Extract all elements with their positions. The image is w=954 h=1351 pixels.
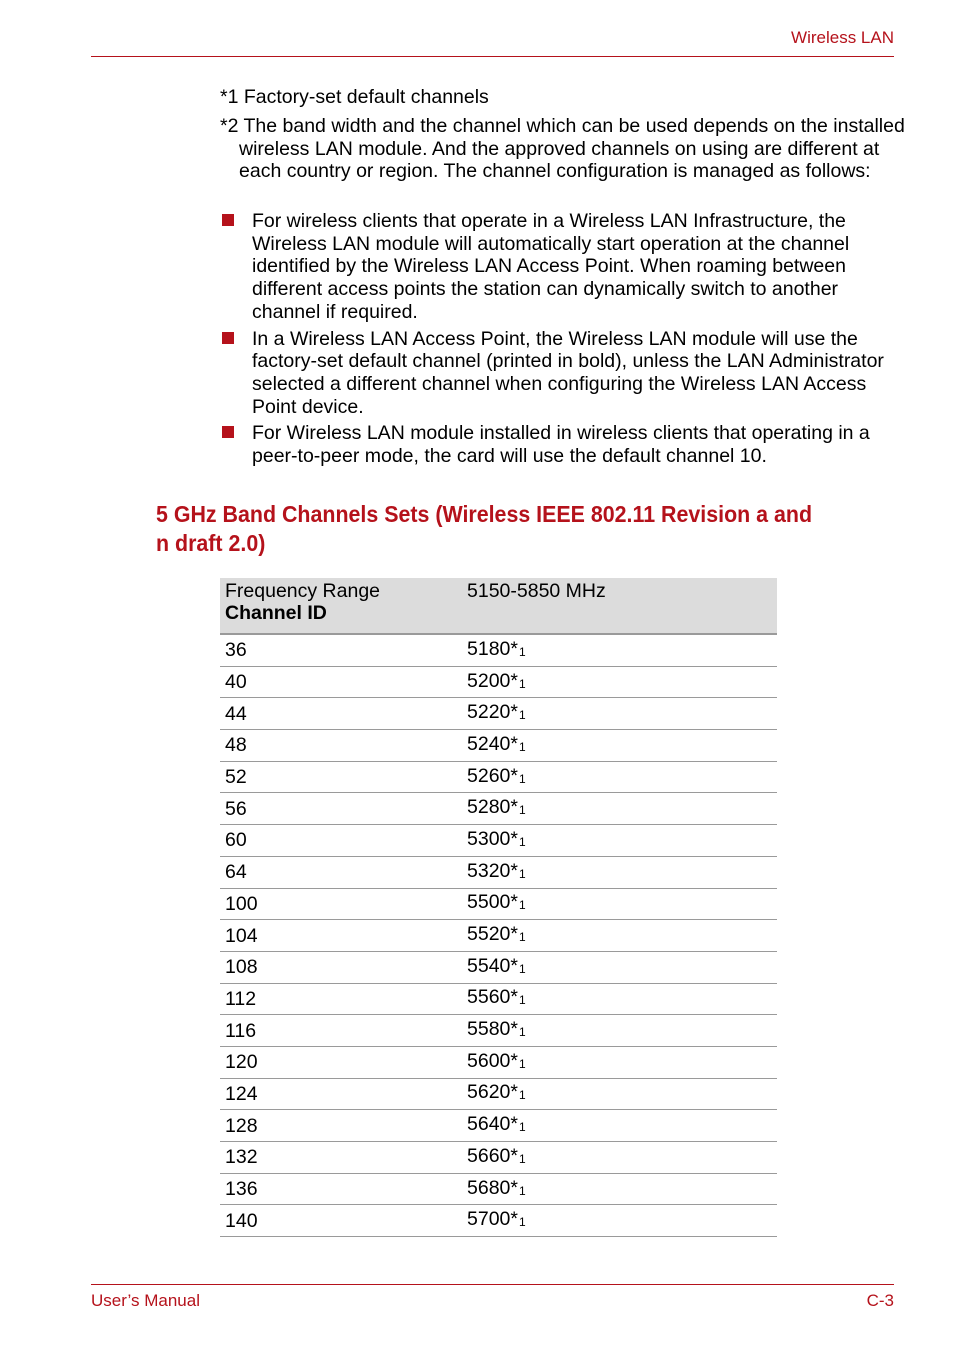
frequency-value: 5640* <box>467 1113 518 1136</box>
table-row <box>220 1015 777 1047</box>
footnote-2: *2 The band width and the channel which can be used depends on the installed wireless LAN module. And the approved channels on using are different at each country or region. The channel configuration is managed as follows: <box>220 115 905 183</box>
frequency-value: 5700* <box>467 1208 518 1231</box>
channel-id-cell: 104 <box>220 920 462 952</box>
channel-id-cell: 112 <box>220 983 462 1015</box>
frequency-value: 5600* <box>467 1049 518 1072</box>
bullet-text: For Wireless LAN module installed in wireless clients that operating in a peer-to-peer mode, the card will use the default channel 10. <box>252 422 870 468</box>
table-row <box>220 698 777 730</box>
table-row <box>220 761 777 793</box>
frequency-value: 5580* <box>467 1018 518 1041</box>
footnote-marker: 1 <box>518 1056 526 1071</box>
frequency-value: 5680* <box>467 1176 518 1199</box>
frequency-cell <box>462 1110 777 1142</box>
table-row <box>220 793 777 825</box>
channel-id-cell: 136 <box>220 1173 462 1205</box>
frequency-cell <box>462 730 777 762</box>
square-bullet-icon <box>222 426 234 438</box>
frequency-value: 5540* <box>467 954 518 977</box>
square-bullet-icon <box>222 214 234 226</box>
channel-id-cell: 44 <box>220 698 462 730</box>
table-row <box>220 983 777 1015</box>
footnote-1: *1 Factory-set default channels <box>220 86 489 108</box>
bullet-text: For wireless clients that operate in a Wireless LAN Infrastructure, the Wireless LAN module will automatically start operation at the channel identified by the Wireless LAN Access Point. When roaming between different access points the station can dynamically switch to another channel if required. <box>252 210 850 323</box>
bullet-item <box>220 328 900 419</box>
frequency-value: 5520* <box>467 923 518 946</box>
channel-id-cell: 56 <box>220 793 462 825</box>
frequency-cell <box>462 1046 777 1078</box>
footer-manual-title: User’s Manual <box>91 1291 200 1310</box>
table-row <box>220 666 777 698</box>
table-row <box>220 1173 777 1205</box>
frequency-cell <box>462 825 777 857</box>
footnote-marker: 1 <box>518 1088 526 1103</box>
footnote-marker: 1 <box>518 1120 526 1135</box>
table-row <box>220 1078 777 1110</box>
channel-id-cell: 40 <box>220 666 462 698</box>
channel-id-cell: 48 <box>220 730 462 762</box>
frequency-value: 5280* <box>467 796 518 819</box>
footnote-marker: 1 <box>518 930 526 945</box>
bullet-item <box>220 422 900 467</box>
table-row <box>220 730 777 762</box>
frequency-cell <box>462 761 777 793</box>
frequency-value: 5180* <box>467 637 518 660</box>
frequency-cell <box>462 1142 777 1174</box>
footnote-marker: 1 <box>518 739 526 754</box>
channel-id-cell: 124 <box>220 1078 462 1110</box>
frequency-value: 5220* <box>467 701 518 724</box>
footer-rule <box>91 1284 894 1285</box>
channel-id-cell: 36 <box>220 634 462 666</box>
frequency-cell <box>462 698 777 730</box>
frequency-cell <box>462 920 777 952</box>
table-header-cell <box>462 578 777 634</box>
channel-id-cell: 60 <box>220 825 462 857</box>
table-row <box>220 920 777 952</box>
header-rule <box>91 56 894 57</box>
footnote-marker: 1 <box>518 1215 526 1230</box>
footnote-marker: 1 <box>518 676 526 691</box>
footnote-marker: 1 <box>518 803 526 818</box>
bullet-text: In a Wireless LAN Access Point, the Wireless LAN module will use the factory-set default channel (printed in bold), unless the LAN Administrator selected a different channel when configuring the Wireless LAN Access Point device. <box>252 327 884 418</box>
footnote-marker: 1 <box>518 898 526 913</box>
channel-id-cell: 108 <box>220 951 462 983</box>
frequency-value: 5560* <box>467 986 518 1009</box>
frequency-value: 5300* <box>467 827 518 850</box>
table-row <box>220 1110 777 1142</box>
footnote-marker: 1 <box>518 866 526 881</box>
frequency-cell <box>462 888 777 920</box>
frequency-cell <box>462 666 777 698</box>
channel-id-cell: 132 <box>220 1142 462 1174</box>
header-frequency-range: Frequency Range <box>225 580 381 602</box>
footnote-marker: 1 <box>518 1025 526 1040</box>
frequency-cell <box>462 1078 777 1110</box>
frequency-cell <box>462 856 777 888</box>
header-frequency-band: 5150-5850 MHz <box>467 580 606 602</box>
frequency-value: 5620* <box>467 1081 518 1104</box>
channel-id-cell: 140 <box>220 1205 462 1237</box>
footnote-marker: 1 <box>518 1151 526 1166</box>
table-header-cell <box>220 578 462 634</box>
table-header-row <box>220 578 777 634</box>
footnote-marker: 1 <box>518 961 526 976</box>
channel-id-cell: 100 <box>220 888 462 920</box>
bullet-item <box>220 210 900 324</box>
square-bullet-icon <box>222 332 234 344</box>
channel-table <box>220 578 777 1237</box>
footnote-marker: 1 <box>518 771 526 786</box>
running-title: Wireless LAN <box>791 28 894 47</box>
frequency-cell <box>462 793 777 825</box>
footnote-marker: 1 <box>518 993 526 1008</box>
table-row <box>220 888 777 920</box>
footnote-marker: 1 <box>518 644 526 659</box>
table-row <box>220 825 777 857</box>
frequency-value: 5660* <box>467 1144 518 1167</box>
channel-id-cell: 128 <box>220 1110 462 1142</box>
frequency-value: 5500* <box>467 891 518 914</box>
table-row <box>220 1046 777 1078</box>
table-row <box>220 1142 777 1174</box>
frequency-value: 5240* <box>467 732 518 755</box>
channel-id-cell: 120 <box>220 1046 462 1078</box>
frequency-value: 5320* <box>467 859 518 882</box>
table-row <box>220 856 777 888</box>
frequency-cell <box>462 1205 777 1237</box>
footnote-marker: 1 <box>518 708 526 723</box>
frequency-cell <box>462 634 777 666</box>
frequency-cell <box>462 1015 777 1047</box>
channel-id-cell: 52 <box>220 761 462 793</box>
table-row <box>220 951 777 983</box>
table-row <box>220 1205 777 1237</box>
footnote-marker: 1 <box>518 1183 526 1198</box>
bullet-list <box>220 210 900 472</box>
section-heading: 5 GHz Band Channels Sets (Wireless IEEE 802.11 Revision a and n draft 2.0) <box>156 501 813 556</box>
header-channel-id: Channel ID <box>225 602 327 624</box>
frequency-cell <box>462 1173 777 1205</box>
frequency-value: 5200* <box>467 669 518 692</box>
channel-id-cell: 64 <box>220 856 462 888</box>
frequency-cell <box>462 983 777 1015</box>
frequency-value: 5260* <box>467 764 518 787</box>
page-number: C-3 <box>866 1291 894 1310</box>
table-row <box>220 634 777 666</box>
footnote-marker: 1 <box>518 834 526 849</box>
channel-id-cell: 116 <box>220 1015 462 1047</box>
frequency-cell <box>462 951 777 983</box>
